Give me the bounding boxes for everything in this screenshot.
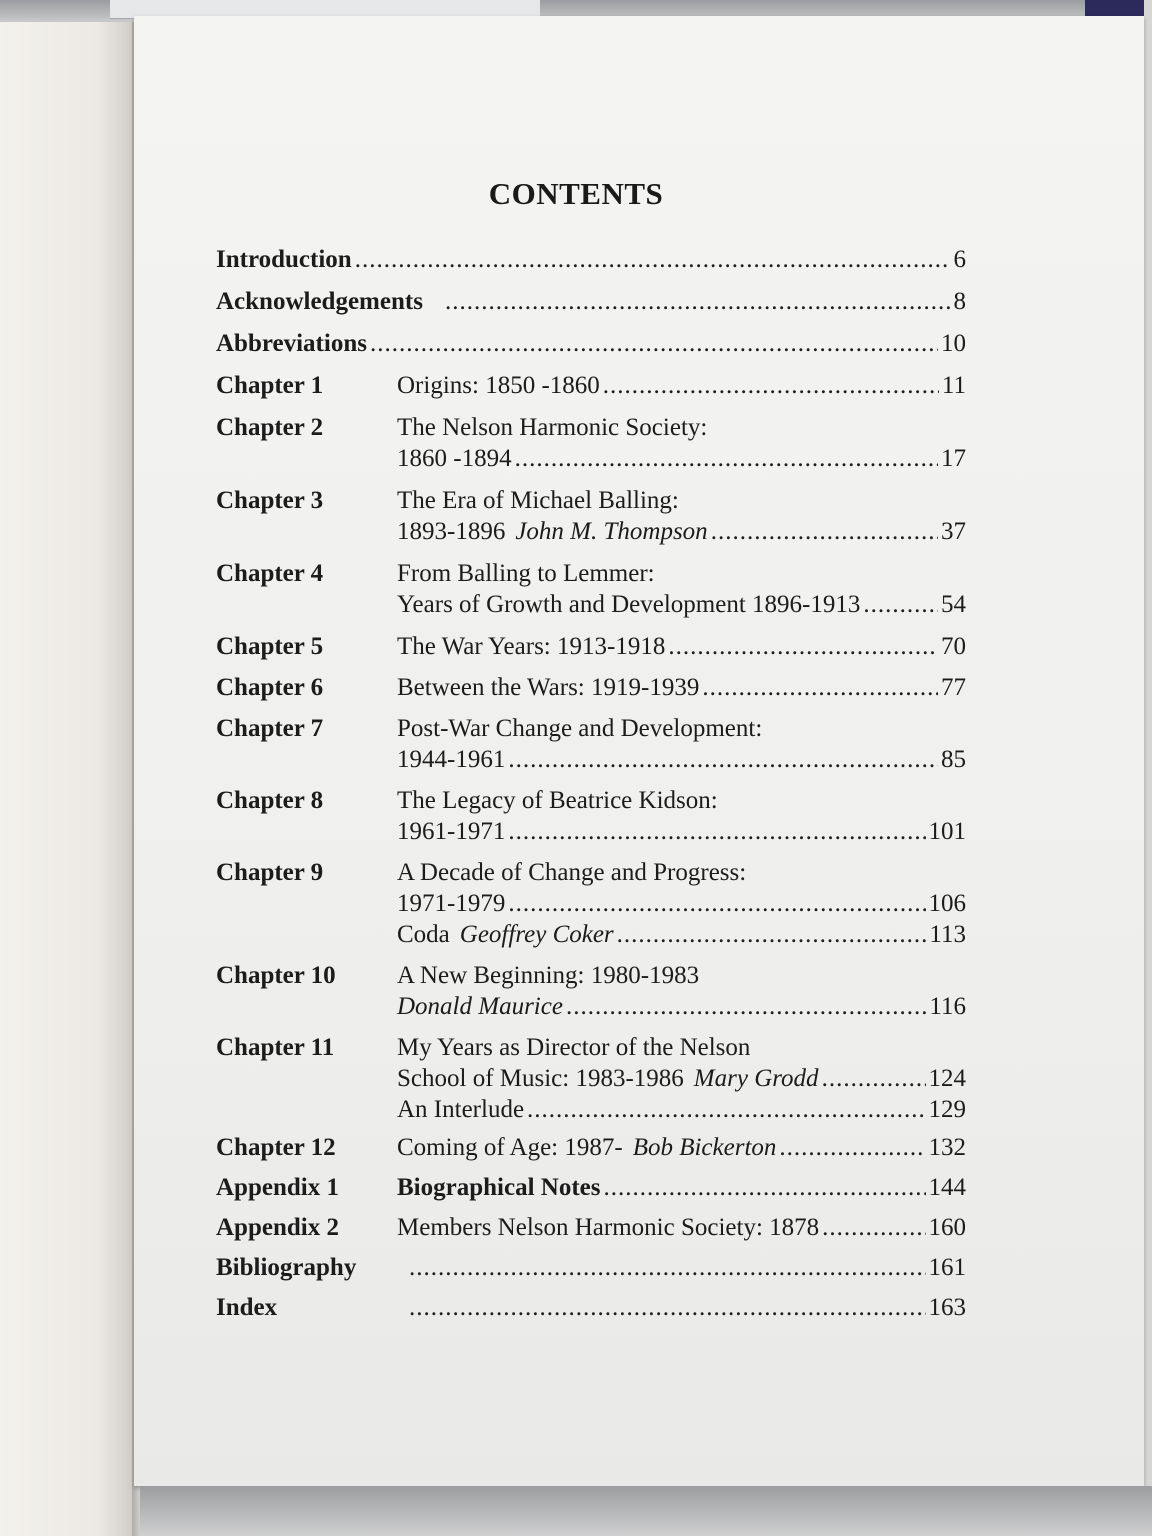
toc-chapter-1 xyxy=(216,370,966,401)
chapter-title: Coda xyxy=(397,921,450,948)
chapter-title: Coming of Age: 1987- xyxy=(397,1134,623,1161)
toc-chapter-10 xyxy=(216,960,966,1022)
chapter-title: From Balling to Lemmer: xyxy=(397,560,655,587)
leader-dots xyxy=(603,1172,925,1203)
chapter-label: Chapter 4 xyxy=(216,560,324,587)
page-number: 6 xyxy=(953,246,966,273)
entry-label: Acknowledgements xyxy=(216,288,423,315)
leader-dots xyxy=(508,744,938,775)
leader-dots xyxy=(702,672,938,703)
chapter-author: John M. Thompson xyxy=(515,518,708,545)
page-number: 132 xyxy=(928,1134,966,1161)
toc-chapter-6 xyxy=(216,672,966,703)
page-title: CONTENTS xyxy=(488,176,664,211)
leader-dots xyxy=(445,286,951,317)
appendix-label: Appendix 1 xyxy=(216,1174,339,1201)
toc-entry-abbreviations xyxy=(216,328,966,359)
bottom-edge xyxy=(140,1486,1152,1536)
leader-dots xyxy=(863,589,938,620)
page-number: 17 xyxy=(941,445,966,472)
leader-dots xyxy=(668,631,938,662)
page-number: 161 xyxy=(928,1254,966,1281)
chapter-title: Years of Growth and Development 1896-1913 xyxy=(397,591,861,618)
chapter-label: Chapter 3 xyxy=(216,487,324,514)
toc-appendix-2 xyxy=(216,1212,966,1243)
entry-label: Abbreviations xyxy=(216,330,367,357)
chapter-title: A New Beginning: 1980-1983 xyxy=(397,962,700,989)
page-number: 70 xyxy=(941,633,966,660)
right-edge xyxy=(1144,0,1152,1536)
chapter-title: The Era of Michael Balling: xyxy=(397,487,679,514)
page-number: 129 xyxy=(928,1096,966,1123)
leader-dots xyxy=(822,1212,925,1243)
toc-entry-acknowledgements xyxy=(216,286,966,317)
chapter-title: 1893-1896 xyxy=(397,518,506,545)
page-number: 113 xyxy=(929,921,966,948)
page-number: 8 xyxy=(953,288,966,315)
chapter-label: Chapter 10 xyxy=(216,962,336,989)
page-number: 11 xyxy=(941,372,966,399)
page-number: 106 xyxy=(928,890,966,917)
leader-dots xyxy=(779,1132,925,1163)
leader-dots xyxy=(508,816,925,847)
leader-dots xyxy=(527,1094,925,1125)
chapter-title: An Interlude xyxy=(397,1096,525,1123)
section-label: Index xyxy=(216,1294,278,1321)
entry-label: Introduction xyxy=(216,246,352,273)
chapter-title: School of Music: 1983-1986 xyxy=(397,1065,684,1092)
table-of-contents xyxy=(216,244,966,1323)
leader-dots xyxy=(617,919,927,950)
chapter-title: 1860 -1894 xyxy=(397,445,512,472)
page-number: 37 xyxy=(941,518,966,545)
chapter-title: 1961-1971 xyxy=(397,818,506,845)
leader-dots xyxy=(711,516,938,547)
toc-chapter-8 xyxy=(216,785,966,847)
appendix-label: Appendix 2 xyxy=(216,1214,339,1241)
toc-bibliography xyxy=(216,1252,966,1283)
toc-chapter-2 xyxy=(216,412,966,474)
page-number: 101 xyxy=(928,818,966,845)
page-number: 54 xyxy=(941,591,966,618)
chapter-title: The Nelson Harmonic Society: xyxy=(397,414,708,441)
section-label: Bibliography xyxy=(216,1254,357,1281)
appendix-title: Biographical Notes xyxy=(397,1174,601,1201)
chapter-label: Chapter 5 xyxy=(216,633,324,660)
toc-chapter-7 xyxy=(216,713,966,775)
leader-dots xyxy=(515,443,938,474)
leader-dots xyxy=(508,888,925,919)
leader-dots xyxy=(355,244,951,275)
toc-chapter-11 xyxy=(216,1032,966,1125)
page-number: 10 xyxy=(941,330,966,357)
leader-dots xyxy=(603,370,939,401)
page-number: 77 xyxy=(941,674,966,701)
toc-entry-introduction xyxy=(216,244,966,275)
page-number: 160 xyxy=(928,1214,966,1241)
toc-index xyxy=(216,1292,966,1323)
appendix-title: Members Nelson Harmonic Society: 1878 xyxy=(397,1214,820,1241)
facing-page xyxy=(0,0,140,1536)
chapter-label: Chapter 11 xyxy=(216,1034,335,1061)
leader-dots xyxy=(370,328,938,359)
page-number: 116 xyxy=(929,993,966,1020)
chapter-author: Mary Grodd xyxy=(693,1065,819,1092)
chapter-label: Chapter 12 xyxy=(216,1134,336,1161)
chapter-author: Bob Bickerton xyxy=(632,1134,777,1161)
page-number: 85 xyxy=(941,746,966,773)
chapter-author: Geoffrey Coker xyxy=(459,921,614,948)
leader-dots xyxy=(566,991,926,1022)
toc-chapter-9 xyxy=(216,857,966,950)
page-number: 144 xyxy=(928,1174,966,1201)
chapter-label: Chapter 8 xyxy=(216,787,324,814)
leader-dots xyxy=(409,1292,926,1323)
page-number: 124 xyxy=(928,1065,966,1092)
toc-chapter-12 xyxy=(216,1132,966,1163)
leader-dots xyxy=(409,1252,926,1283)
toc-chapter-5 xyxy=(216,631,966,662)
chapter-title: 1971-1979 xyxy=(397,890,506,917)
toc-chapter-4 xyxy=(216,558,966,620)
chapter-title: Between the Wars: 1919-1939 xyxy=(397,674,700,701)
chapter-title: Origins: 1850 -1860 xyxy=(397,372,600,399)
chapter-label: Chapter 6 xyxy=(216,674,324,701)
chapter-title: 1944-1961 xyxy=(397,746,506,773)
chapter-label: Chapter 1 xyxy=(216,372,324,399)
chapter-author: Donald Maurice xyxy=(397,993,563,1020)
toc-appendix-1 xyxy=(216,1172,966,1203)
chapter-title: My Years as Director of the Nelson xyxy=(397,1034,751,1061)
chapter-label: Chapter 9 xyxy=(216,859,324,886)
chapter-label: Chapter 2 xyxy=(216,414,324,441)
toc-chapter-3 xyxy=(216,485,966,547)
chapter-title: The War Years: 1913-1918 xyxy=(397,633,666,660)
chapter-title: A Decade of Change and Progress: xyxy=(397,859,747,886)
chapter-title: The Legacy of Beatrice Kidson: xyxy=(397,787,718,814)
page-number: 163 xyxy=(928,1294,966,1321)
chapter-title: Post-War Change and Development: xyxy=(397,715,763,742)
chapter-label: Chapter 7 xyxy=(216,715,324,742)
leader-dots xyxy=(822,1063,926,1094)
